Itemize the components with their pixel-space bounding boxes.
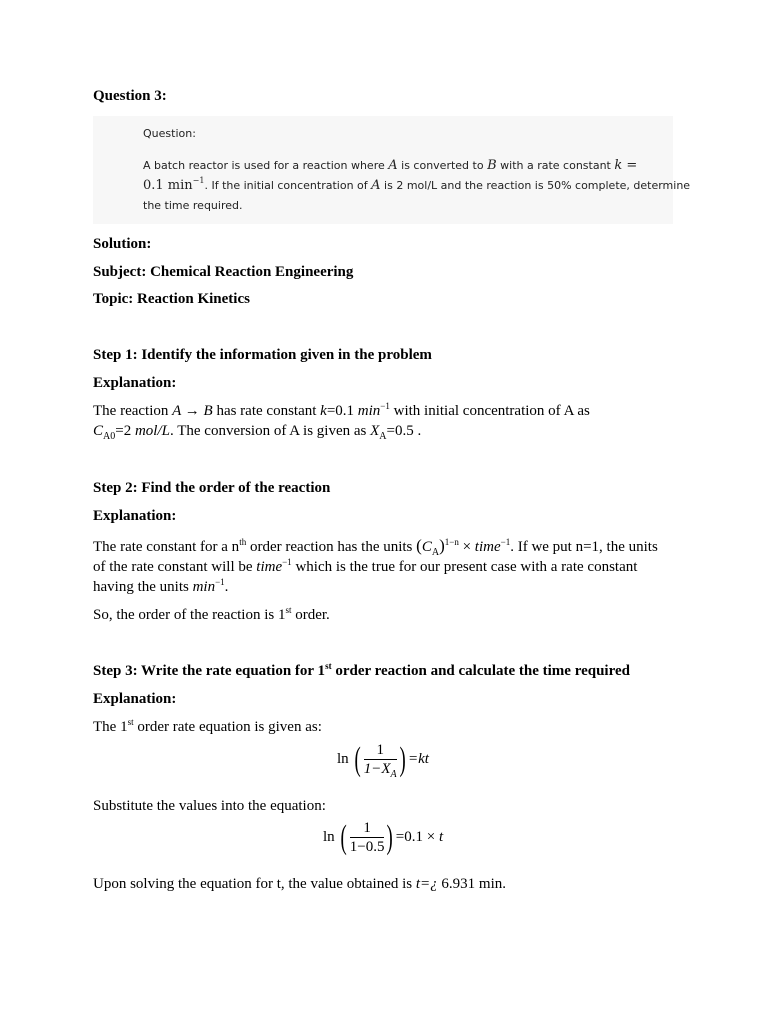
step-3-intro: The 1st order rate equation is given as:: [93, 717, 322, 735]
question-heading: Question 3:: [93, 88, 167, 104]
question-line-1: A batch reactor is used for a reaction where A is converted to B with a rate constant k =: [143, 158, 638, 173]
question-line-2: 0.1 $\min^{-1}$. If the initial concentration of A is 2 mol/L and the reaction is 50% complete, determine: [143, 176, 691, 193]
step-2-paragraph-line-2: of the rate constant will be time$^{-1}$ which is the true for our present case with a rate constant: [93, 557, 638, 575]
step-1-title: Step 1: Identify the information given in the problem: [93, 347, 432, 363]
substituted-equation: ln ( $\frac{1}{1-0.5}$ ) =0.1 × t: [323, 818, 444, 856]
rate-equation-fraction: $\frac{1}{1-X_A}$: [363, 742, 397, 780]
step-2-paragraph-line-1: The rate constant for a $n^{th}$ order reaction has the units $(C_A)^{1-n}$ × time$^{-1}$. If we put n=1, the units: [93, 536, 658, 558]
rate-equation: ln ( $\frac{1}{1-X_A}$ ) =kt: [337, 740, 429, 780]
step-1-paragraph-line-2: $C_{A0}=2$ mol/L. The conversion of A is given as $X_A=0.5$ .: [93, 423, 422, 442]
topic-line: Topic: Reaction Kinetics: [93, 291, 250, 307]
step-2-explanation-label: Explanation:: [93, 508, 177, 524]
step-3-title: Step 3: Write the rate equation for 1st order reaction and calculate the time required: [93, 661, 630, 679]
solution-label: Solution:: [93, 236, 152, 252]
step-3-result: Upon solving the equation for t, the value obtained is t=¿ 6.931 min.: [93, 876, 506, 892]
subject-line: Subject: Chemical Reaction Engineering: [93, 264, 354, 280]
step-3-substitute-text: Substitute the values into the equation:: [93, 798, 326, 814]
step-1-paragraph-line-1: The reaction A → B has rate constant k=0.1 $\min^{-1}$ with initial concentration of A as: [93, 401, 590, 419]
step-3-explanation-label: Explanation:: [93, 691, 177, 707]
question-line-3: the time required.: [143, 199, 243, 212]
step-2-conclusion: So, the order of the reaction is 1st order.: [93, 605, 330, 623]
step-2-title: Step 2: Find the order of the reaction: [93, 480, 331, 496]
step-2-paragraph-line-3: having the units $\min^{-1}$.: [93, 577, 229, 595]
step-1-explanation-label: Explanation:: [93, 375, 177, 391]
question-image: [93, 116, 691, 224]
substituted-equation-fraction: $\frac{1}{1-0.5}$: [349, 820, 385, 855]
question-label: Question:: [143, 127, 196, 140]
